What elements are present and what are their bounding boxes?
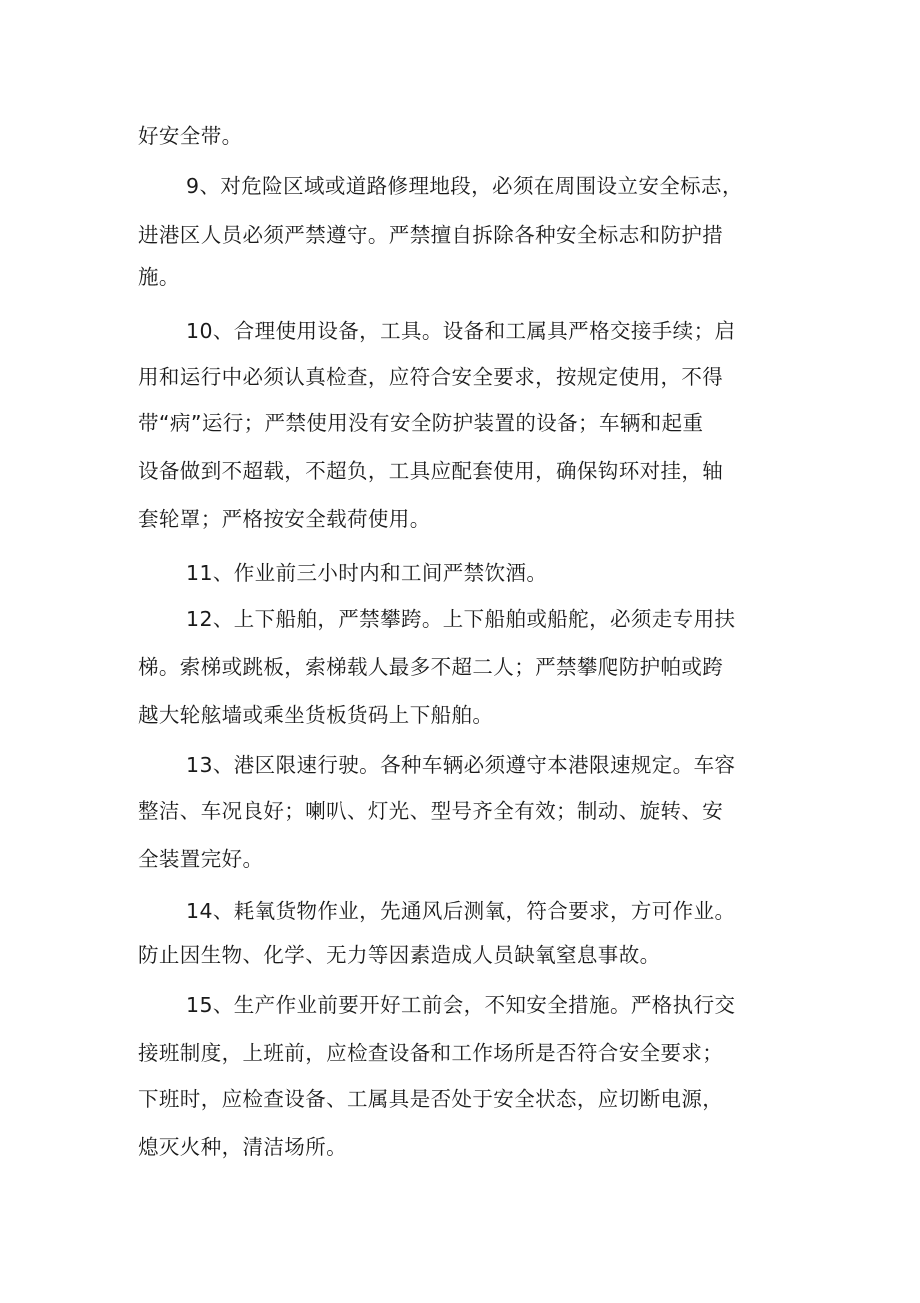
text-line: 带“病”运行；严禁使用没有安全防护装置的设备；车辆和起重: [138, 411, 704, 435]
text-line: 设备做到不超载，不超负，工具应配套使用，确保钩环对挂，轴: [138, 459, 724, 483]
text-line: 12、上下船舶，严禁攀跨。上下船舶或船舵，必须走专用扶: [186, 607, 736, 631]
text-line: 套轮罩；严格按安全载荷使用。: [138, 507, 431, 531]
text-line: 防止因生物、化学、无力等因素造成人员缺氧窒息事故。: [138, 943, 661, 967]
text-line: 下班时，应检查设备、工属具是否处于安全状态，应切断电源，: [138, 1087, 724, 1111]
text-line: 14、耗氧货物作业，先通风后测氧，符合要求，方可作业。: [186, 899, 736, 923]
text-line: 施。: [138, 265, 180, 289]
text-line: 11、作业前三小时内和工间严禁饮酒。: [186, 561, 548, 585]
text-line: 整洁、车况良好；喇叭、灯光、型号齐全有效；制动、旋转、安: [138, 799, 724, 823]
text-line: 好安全带。: [138, 124, 243, 148]
text-line: 10、合理使用设备，工具。设备和工属具严格交接手续；启: [186, 319, 736, 343]
text-line: 全装置完好。: [138, 847, 264, 871]
text-line: 用和运行中必须认真检查，应符合安全要求，按规定使用，不得: [138, 365, 724, 389]
text-line: 13、港区限速行驶。各种车辆必须遵守本港限速规定。车容: [186, 753, 736, 777]
text-line: 越大轮舷墙或乘坐货板货码上下船舶。: [138, 703, 494, 727]
text-line: 熄灭火种，清洁场所。: [138, 1135, 347, 1159]
text-line: 梯。索梯或跳板，索梯载人最多不超二人；严禁攀爬防护帕或跨: [138, 655, 724, 679]
text-line: 进港区人员必须严禁遵守。严禁擅自拆除各种安全标志和防护措: [138, 223, 724, 247]
text-line: 15、生产作业前要开好工前会，不知安全措施。严格执行交: [186, 993, 736, 1017]
text-line: 接班制度，上班前，应检查设备和工作场所是否符合安全要求；: [138, 1041, 724, 1065]
text-line: 9、对危险区域或道路修理地段，必须在周围设立安全标志，: [186, 174, 743, 198]
